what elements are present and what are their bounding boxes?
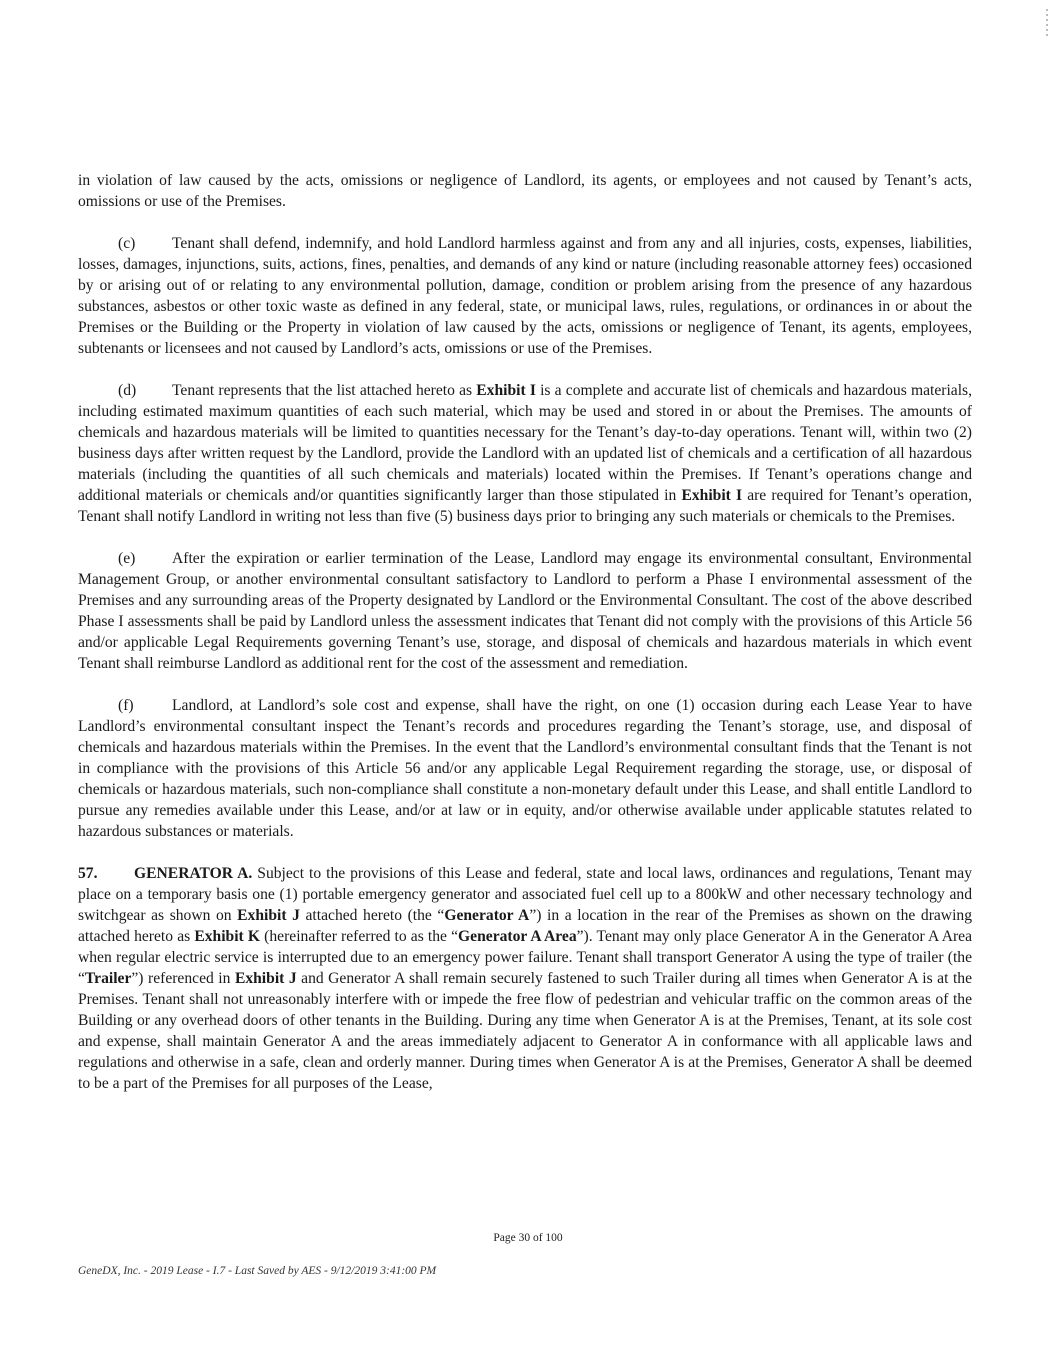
- paragraph-text: ”) in a location in the rear of the Premises as shown on the drawing attached hereto as: [78, 907, 972, 945]
- paragraph-text: Landlord, at Landlord’s sole cost and expense, shall have the right, on one (1) occasion during each Lease Year to have Landlord’s environmental consultant inspect the Tenant’s records and procedures regarding the Tenant’s storage, use, and disposal of chemicals and hazardous materials within the Premises. In the event that the Landlord’s environmental consultant finds that the Tenant is not in compliance with the provisions of this Article 56 and/or any applicable Legal Requirement regarding the storage, use, or disposal of chemicals or hazardous materials, such non-compliance shall constitute a non-monetary default under this Lease, and shall entitle Landlord to pursue any remedies available under this Lease, and/or at law or in equity, and/or otherwise available under applicable statutes related to hazardous substances or materials.: [78, 697, 972, 840]
- paragraph-f: [78, 695, 972, 842]
- paragraph-text: ”). Tenant may only place Generator A in the Generator A Area when regular electric service is interrupted due to an emergency power failure. Tenant shall transport Generator A using the type of trailer (the “: [78, 928, 973, 987]
- paragraph-e: [78, 548, 972, 674]
- paragraph-text: Tenant represents that the list attached hereto as: [172, 382, 477, 399]
- exhibit-reference: Exhibit J: [234, 970, 297, 987]
- paragraph-d: [78, 380, 972, 527]
- scan-artifact-marks: [1044, 6, 1050, 50]
- paragraph-text: ”) referenced in: [131, 970, 235, 987]
- paragraph-text: are required for Tenant’s operation, Tenant shall notify Landlord in writing not less than five (5) business days prior to bringing any such materials or chemicals to the Premises.: [78, 487, 972, 525]
- defined-term: Trailer: [84, 970, 132, 987]
- exhibit-reference: Exhibit I: [681, 487, 743, 504]
- defined-term: Generator A Area: [458, 928, 577, 945]
- paragraph-text: attached hereto (the “: [299, 907, 445, 924]
- exhibit-reference: Exhibit J: [237, 907, 300, 924]
- paragraph-text: After the expiration or earlier termination of the Lease, Landlord may engage its environmental consultant, Environmental Management Group, or another environmental consultant satisfactory to Landlord to perform a Phase I environmental assessment of the Premises and any surrounding areas of the Property designated by Landlord or the Environmental Consultant. The cost of the above described Phase I assessments shall be paid by Landlord unless the assessment indicates that Tenant did not comply with the provisions of this Article 56 and/or applicable Legal Requirements governing Tenant’s use, storage, and disposal of chemicals and hazardous materials in which event Tenant shall reimburse Landlord as additional rent for the cost of the assessment and remediation.: [78, 550, 972, 672]
- paragraph-text: (hereinafter referred to as the “: [260, 928, 459, 945]
- section-number: 57.: [78, 865, 98, 882]
- section-57-generator-a: [78, 863, 972, 1094]
- paragraph-text: Tenant shall defend, indemnify, and hold Landlord harmless against and from any and all injuries, costs, expenses, liabilities, losses, damages, injunctions, suits, actions, fines, penalties, and demands of any kind or nature (including reasonable attorney fees) occasioned by or arising out of or relating to any environmental pollution, damage, condition or problem arising from the presence of any hazardous substances, asbestos or other toxic waste as defined in any federal, state, or municipal laws, rules, regulations, or ordinances in or about the Premises or the Building or the Property in violation of law caused by the acts, omissions or negligence of Tenant, its agents, employees, subtenants or licensees and not caused by Landlord’s acts, omissions or use of the Premises.: [78, 235, 972, 357]
- document-footer: GeneDX, Inc. - 2019 Lease - I.7 - Last Saved by AES - 9/12/2019 3:41:00 PM: [78, 1265, 437, 1277]
- subsection-label: (d): [118, 382, 137, 399]
- exhibit-reference: Exhibit I: [476, 382, 536, 399]
- paragraph-text: Subject to the provisions of this Lease and federal, state and local laws, ordinances and regulations, Tenant may place on a temporary basis one (1) portable emergency generator and associated fuel cell up to a 800kW and other necessary technology and switchgear as shown on: [78, 865, 972, 924]
- page-number: Page 30 of 100: [493, 1232, 563, 1244]
- paragraph-c: [78, 233, 972, 359]
- subsection-label: (f): [118, 697, 134, 714]
- subsection-label: (c): [118, 235, 136, 252]
- subsection-label: (e): [118, 550, 136, 567]
- section-heading: GENERATOR A.: [134, 865, 253, 882]
- paragraph-continuation: in violation of law caused by the acts, omissions or negligence of Landlord, its agents, or employees and not caused by Tenant’s acts, omissions or use of the Premises.: [78, 172, 972, 210]
- document-page: [78, 170, 972, 1115]
- exhibit-reference: Exhibit K: [194, 928, 261, 945]
- paragraph-text: and Generator A shall remain securely fastened to such Trailer during all times when Generator A is at the Premises. Tenant shall not unreasonably interfere with or impede the free flow of pedestrian and vehicular traffic on the common areas of the Building or any overhead doors of other tenants in the Building. During any time when Generator A is at the Premises, Tenant, at its sole cost and expense, shall maintain Generator A and the areas immediately adjacent to Generator A in conformance with all applicable laws and regulations and otherwise in a safe, clean and orderly manner. During times when Generator A is at the Premises, Generator A shall be deemed to be a part of the Premises for all purposes of the Lease,: [78, 970, 972, 1092]
- defined-term: Generator A: [444, 907, 530, 924]
- paragraph-text: is a complete and accurate list of chemicals and hazardous materials, including estimated maximum quantities of each such material, which may be used and stored in or about the Premises. The amounts of chemicals and hazardous materials will be limited to quantities necessary for the Tenant’s day-to-day operations. Tenant will, within two (2) business days after written request by the Landlord, provide the Landlord with an updated list of chemicals and a certification of all hazardous materials (including the quantities of all such chemicals and materials) located within the Premises. If Tenant’s operations change and additional materials or chemicals and/or quantities significantly larger than those stipulated in: [78, 382, 973, 504]
